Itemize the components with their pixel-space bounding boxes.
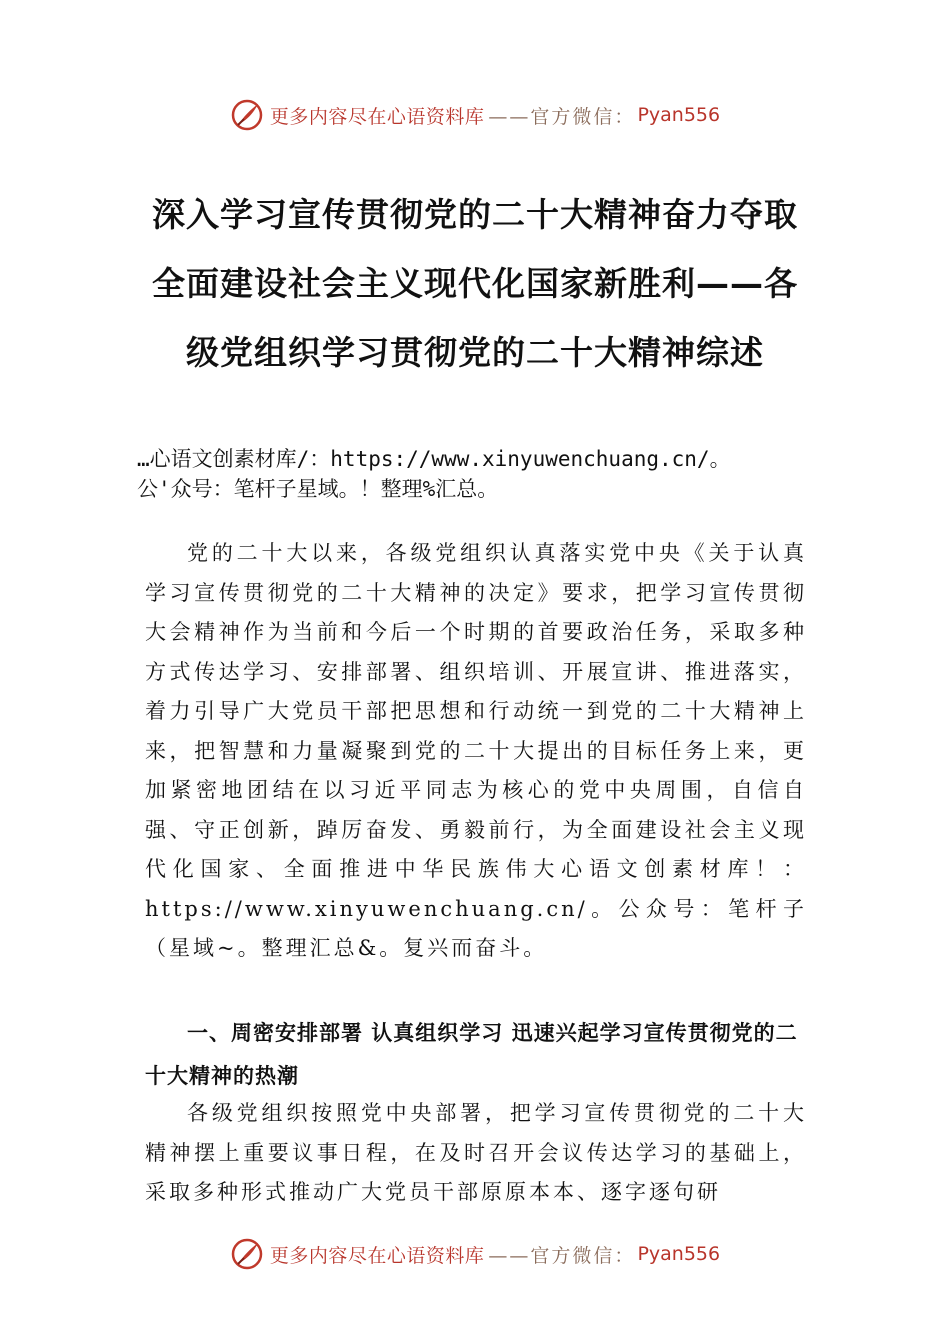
watermark-separator: ——官方微信： [488,105,636,128]
source-line-1: …心语文创素材库/：https://www.xinyuwenchuang.cn/。 [137,447,731,471]
watermark-main-text: 更多内容尽在心语资料库 [269,105,485,128]
watermark-wechat-id: Pyan556 [637,1243,721,1265]
source-note [137,444,837,504]
document-title: 深入学习宣传贯彻党的二十大精神奋力夺取全面建设社会主义现代化国家新胜利——各级党组织学习贯彻党的二十大精神综述 [152,195,798,372]
watermark-wechat-id: Pyan556 [637,104,721,126]
watermark-footer [0,1234,950,1274]
section-heading-1: 一、周密安排部署 认真组织学习 迅速兴起学习宣传贯彻党的二十大精神的热潮 [145,1021,798,1088]
source-line-2: 公'众号：笔杆子星域。！整理%汇总。 [137,477,499,501]
watermark-header [0,95,950,135]
body-paragraph-1: 党的二十大以来，各级党组织认真落实党中央《关于认真学习宣传贯彻党的二十大精神的决定》要求，把学习宣传贯彻大会精神作为当前和今后一个时期的首要政治任务，采取多种方式传达学习、安排部署、组织培训、开展宣讲、推进落实，着力引导广大党员干部把思想和行动统一到党的二十大精神上来，把智慧和力量凝聚到党的二十大提出的目标任务上来，更加紧密地团结在以习近平同志为核心的党中央周围，自信自强、守正创新，踔厉奋发、勇毅前行，为全面建设社会主义现代化国家、全面推进中华民族伟大心语文创素材库！：https://www.xinyuwenchuang.cn/。公众号：笔杆子（星域~。整理汇总&。复兴而奋斗。 [145,541,807,960]
feather-pen-logo-icon [230,1237,264,1271]
watermark-main-text: 更多内容尽在心语资料库 [269,1244,485,1267]
body-paragraph-2: 各级党组织按照党中央部署，把学习宣传贯彻党的二十大精神摆上重要议事日程，在及时召开会议传达学习的基础上，采取多种形式推动广大党员干部原原本本、逐字逐句研 [145,1101,807,1204]
feather-pen-logo-icon [230,98,264,132]
watermark-separator: ——官方微信： [488,1244,636,1267]
